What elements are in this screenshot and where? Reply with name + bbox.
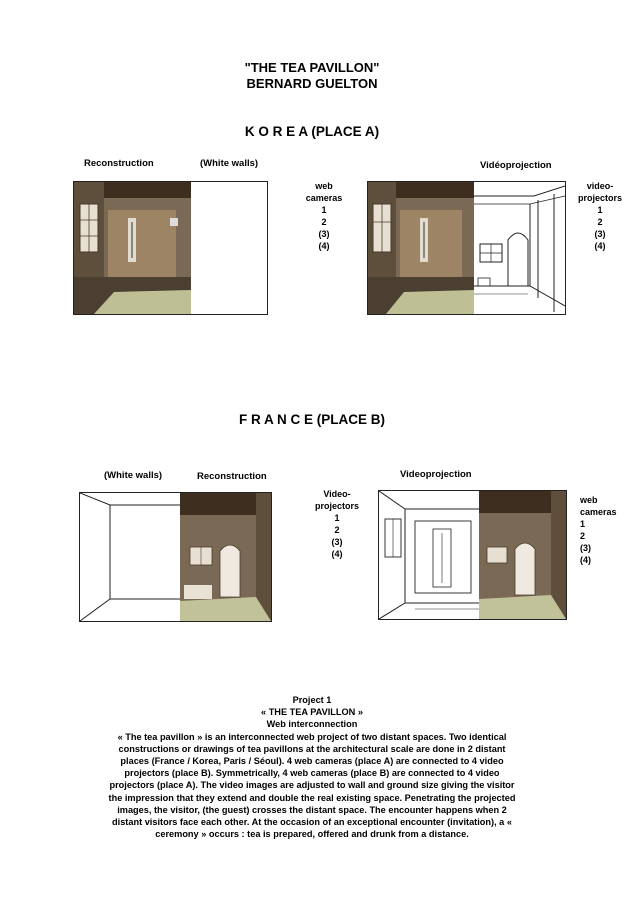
france-video-projectors-line-6: (4): [331, 549, 343, 559]
france-label-white-walls: (White walls): [104, 470, 163, 481]
france-web-cameras-line-1: web: [580, 495, 598, 505]
korea-video-projectors-line-2: projectors: [577, 193, 622, 203]
document-title: "THE TEA PAVILLON": [244, 60, 380, 75]
france-web-cameras-list: [580, 494, 624, 566]
korea-reconstruction-image: [73, 181, 268, 315]
korea-web-cameras-line-5: (3): [318, 229, 330, 239]
korea-video-projectors-line-4: 2: [597, 217, 603, 227]
france-video-projectors-line-5: (3): [331, 537, 343, 547]
korea-label-videoprojection: Vidéoprojection: [480, 160, 552, 171]
france-videoprojection-image: [378, 490, 567, 620]
korea-videoprojection-image: [367, 181, 566, 315]
france-web-cameras-line-6: (4): [580, 555, 591, 565]
france-web-cameras-line-2: cameras: [580, 507, 617, 517]
project-line-10: images, the visitor, (the guest) crosses the distant space. The encounter happens when 2: [117, 804, 507, 815]
project-line-5: constructions or drawings of tea pavillons at the architectural scale are done in 2 distant: [118, 743, 506, 754]
korea-web-cameras-line-3: 1: [321, 205, 327, 215]
france-web-cameras-line-4: 2: [580, 531, 586, 541]
korea-video-projectors-line-5: (3): [594, 229, 606, 239]
korea-video-projectors-line-3: 1: [597, 205, 603, 215]
france-web-cameras-line-5: (3): [580, 543, 591, 553]
document-author: BERNARD GUELTON: [246, 76, 378, 91]
france-video-projectors-list: [307, 488, 367, 560]
korea-heading: K O R E A (PLACE A): [244, 124, 380, 139]
france-label-videoprojection: Videoprojection: [400, 469, 472, 480]
project-line-4: « The tea pavillon » is an interconnected web project of two distant spaces. Two identical: [117, 731, 507, 742]
project-line-8: projectors (place A). The video images are adjusted to wall and ground size giving the visitor: [109, 780, 515, 791]
korea-web-cameras-line-4: 2: [321, 217, 327, 227]
korea-web-cameras-line-2: cameras: [305, 193, 343, 203]
korea-video-projectors-line-6: (4): [594, 241, 606, 251]
project-line-2: « THE TEA PAVILLON »: [261, 707, 363, 718]
france-video-projectors-line-1: Video-: [323, 489, 351, 499]
project-line-9: the impression that they extend and double the real existing space. Penetrating the projected: [108, 792, 516, 803]
korea-web-cameras-line-6: (4): [318, 241, 330, 251]
project-line-7: projectors (place B). Symmetrically, 4 web cameras (place B) are connected to 4 video: [124, 768, 500, 779]
project-line-6: places (France / Korea, Paris / Séoul). 4 web cameras (place A) are connected to 4 video: [120, 756, 504, 767]
project-line-11: distant visitors face each other. At the occasion of an exceptional encounter (invitation), a «: [112, 817, 512, 828]
france-label-reconstruction: Reconstruction: [197, 471, 267, 482]
france-video-projectors-line-3: 1: [334, 513, 340, 523]
korea-label-reconstruction: Reconstruction: [84, 158, 154, 169]
france-video-projectors-line-2: projectors: [314, 501, 359, 511]
project-line-1: Project 1: [292, 695, 332, 705]
france-video-projectors-line-4: 2: [334, 525, 340, 535]
france-web-cameras-line-3: 1: [580, 519, 586, 529]
korea-video-projectors-line-1: video-: [586, 181, 614, 191]
korea-video-projectors-list: [572, 180, 624, 252]
korea-web-cameras-list: [296, 180, 352, 252]
korea-label-white-walls: (White walls): [200, 158, 259, 169]
project-description: [62, 694, 562, 840]
korea-web-cameras-line-1: web: [315, 181, 333, 191]
project-line-12: ceremony » occurs : tea is prepared, offered and drunk from a distance.: [155, 829, 469, 840]
france-reconstruction-image: [79, 492, 272, 622]
france-heading: F R A N C E (PLACE B): [239, 412, 385, 427]
project-line-3: Web interconnection: [266, 719, 358, 730]
